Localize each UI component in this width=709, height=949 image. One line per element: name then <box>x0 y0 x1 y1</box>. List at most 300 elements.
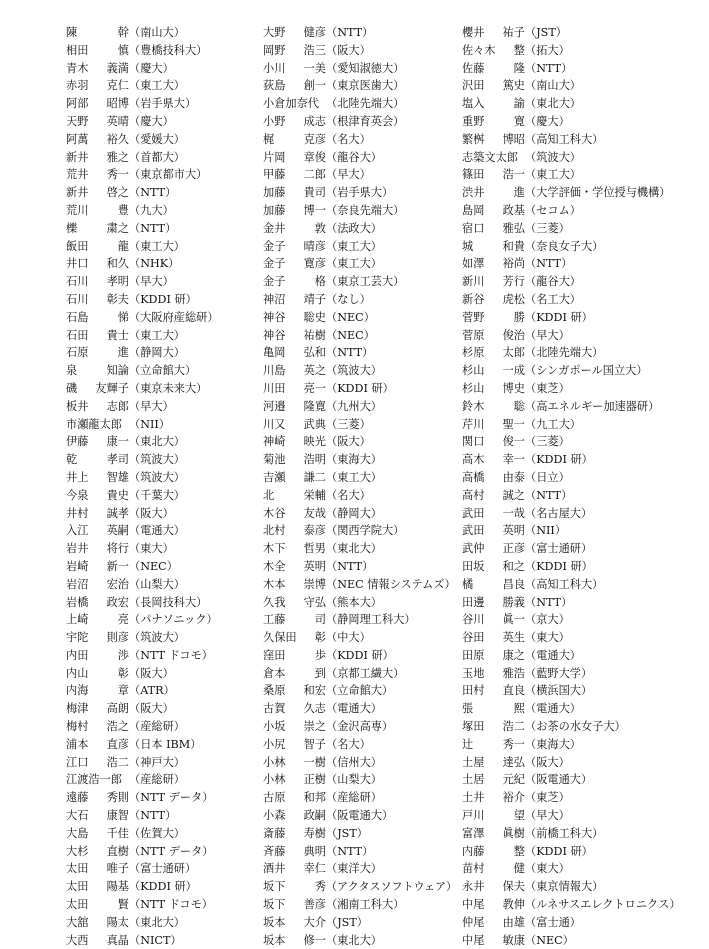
given-name: 和久 <box>106 257 129 271</box>
given-name: 友輝子 <box>95 381 129 395</box>
given-name: 望 <box>513 809 525 823</box>
member-name <box>66 825 129 843</box>
member-name <box>263 843 326 861</box>
member-row <box>263 24 459 42</box>
given-name: 幸一 <box>502 453 525 467</box>
given-name: 直良 <box>502 684 525 698</box>
given-name: 雅之 <box>106 150 129 164</box>
surname: 内海 <box>66 684 89 698</box>
given-name: 孝明 <box>106 275 129 289</box>
affiliation: （東大） <box>129 542 174 556</box>
affiliation: （なし） <box>326 292 371 306</box>
member-row <box>263 647 459 665</box>
member-name <box>263 789 326 807</box>
member-row <box>462 416 707 434</box>
given-name: 守弘 <box>303 595 326 609</box>
surname: 金井 <box>263 221 286 235</box>
given-name: 弘和 <box>303 346 326 360</box>
affiliation: （山梨大） <box>129 577 185 591</box>
surname: 坂本 <box>263 915 286 929</box>
member-row <box>462 505 707 523</box>
member-row <box>462 736 707 754</box>
member-name <box>66 77 129 95</box>
given-name: 寿樹 <box>303 826 326 840</box>
member-name <box>462 789 525 807</box>
member-row <box>66 487 256 505</box>
member-row <box>66 451 256 469</box>
given-name: 英生 <box>502 631 525 645</box>
given-name: 晴彦 <box>303 239 326 253</box>
surname: 岡野 <box>263 43 286 57</box>
affiliation: （三菱） <box>525 435 570 449</box>
given-name: 誠之 <box>502 488 525 502</box>
surname: 高橋 <box>462 470 485 484</box>
member-name <box>66 611 129 629</box>
member-row <box>66 629 256 647</box>
given-name: 雅弘 <box>502 221 525 235</box>
given-name: 昭博 <box>106 97 129 111</box>
member-name <box>462 380 525 398</box>
member-row <box>263 718 459 736</box>
member-name <box>462 843 525 861</box>
affiliation: （関西学院大） <box>326 524 405 538</box>
surname: 上崎 <box>66 613 89 627</box>
surname: 塩入 <box>462 97 485 111</box>
surname: 櫻井 <box>462 26 485 39</box>
affiliation: （岩手県大） <box>129 97 197 111</box>
given-name: 俊一 <box>502 435 525 449</box>
member-name <box>263 42 326 60</box>
affiliation: （NEC） <box>326 310 375 324</box>
affiliation: （筑波大） <box>326 364 382 378</box>
given-name: 雅浩 <box>502 666 525 680</box>
given-name: 則彦 <box>106 631 129 645</box>
member-name <box>462 451 525 469</box>
surname: 菅野 <box>462 310 485 324</box>
member-name <box>462 825 525 843</box>
affiliation: （東工大） <box>129 328 185 342</box>
surname: 古賀 <box>263 702 286 716</box>
member-name <box>462 718 525 736</box>
given-name: 典明 <box>303 844 326 858</box>
given-name: 幸仁 <box>303 862 326 876</box>
member-name <box>263 487 326 505</box>
given-name: 虎松 <box>502 292 525 306</box>
surname: 甲藤 <box>263 168 286 182</box>
given-name: 秀一 <box>106 168 129 182</box>
given-name: 政基 <box>502 203 525 217</box>
member-name <box>462 95 525 113</box>
surname: 坂本 <box>263 933 286 947</box>
given-name: 章 <box>117 684 129 698</box>
given-name: 聡史 <box>303 310 326 324</box>
affiliation: （東京都市大） <box>129 168 208 182</box>
member-name <box>66 505 129 523</box>
given-name: 裕久 <box>106 132 129 146</box>
member-row <box>462 896 707 914</box>
surname: 江口 <box>66 755 89 769</box>
member-name <box>66 309 129 327</box>
member-name <box>462 238 525 256</box>
given-name: 昌良 <box>502 577 525 591</box>
given-name: 格 <box>314 275 326 289</box>
surname: 菅原 <box>462 328 485 342</box>
surname: 戸川 <box>462 809 485 823</box>
given-name: 一成 <box>502 364 525 378</box>
surname: 佐々木 <box>462 43 496 57</box>
affiliation: （立命館大） <box>129 364 197 378</box>
surname: 塚田 <box>462 720 485 734</box>
surname: 陳 <box>66 26 78 39</box>
affiliation: （前橋工科大） <box>525 826 604 840</box>
given-name: 啓之 <box>106 186 129 200</box>
affiliation: （大学評価・学位授与機構） <box>525 186 671 200</box>
member-row <box>462 344 707 362</box>
member-row <box>462 843 707 861</box>
affiliation: （東京未来大） <box>129 381 208 395</box>
member-name <box>462 131 525 149</box>
affiliation: （NTT） <box>326 559 374 573</box>
surname: 川島 <box>263 364 286 378</box>
member-name <box>462 914 525 932</box>
affiliation: （NEC） <box>525 933 574 947</box>
member-row <box>263 754 459 772</box>
member-row <box>462 576 707 594</box>
member-row <box>66 843 256 861</box>
member-name <box>462 77 525 95</box>
surname: 梅村 <box>66 720 89 734</box>
member-name <box>263 149 326 167</box>
given-name: 浩二 <box>106 755 129 769</box>
given-name: 陽基 <box>106 880 129 894</box>
member-name <box>263 754 326 772</box>
member-row <box>462 789 707 807</box>
surname: 川田 <box>263 381 286 395</box>
member-name <box>263 647 326 665</box>
member-name <box>66 860 129 878</box>
surname: 加藤 <box>263 186 286 200</box>
surname: 木下 <box>263 542 286 556</box>
affiliation: （NTT） <box>525 61 573 75</box>
affiliation: （九大） <box>129 203 174 217</box>
member-name <box>66 629 129 647</box>
member-row <box>263 113 459 131</box>
affiliation: （長岡技科大） <box>129 595 208 609</box>
member-name <box>66 914 129 932</box>
member-name <box>263 166 326 184</box>
affiliation: （南山大） <box>525 79 581 93</box>
surname: 江渡浩一郎 <box>66 773 122 787</box>
surname: 土屋 <box>462 755 485 769</box>
member-row <box>66 469 256 487</box>
surname: 阿萬 <box>66 132 89 146</box>
surname: 亀岡 <box>263 346 286 360</box>
surname: 久我 <box>263 595 286 609</box>
given-name: 渉 <box>117 648 129 662</box>
member-name <box>263 433 326 451</box>
member-name <box>263 878 326 896</box>
member-row <box>263 487 459 505</box>
affiliation: （佐賀大） <box>129 826 185 840</box>
affiliation: （東工大） <box>129 239 185 253</box>
affiliation: （NEC） <box>129 559 178 573</box>
member-name <box>263 932 326 949</box>
surname: 城 <box>462 239 474 253</box>
member-name <box>462 344 525 362</box>
given-name: 唯子 <box>106 862 129 876</box>
affiliation: （岩手県大） <box>326 186 394 200</box>
given-name: 栄輔 <box>303 488 326 502</box>
affiliation: （阪電通大） <box>525 773 593 787</box>
member-row <box>66 754 256 772</box>
given-name: 将行 <box>106 542 129 556</box>
given-name: 由雄 <box>502 915 525 929</box>
given-name: 慎 <box>117 43 129 57</box>
affiliation: （東大） <box>525 862 570 876</box>
member-name <box>66 932 129 949</box>
affiliation: （筑波大） <box>129 631 185 645</box>
surname: 板井 <box>66 399 89 413</box>
affiliation: （東芝） <box>525 381 570 395</box>
member-name <box>462 362 525 380</box>
member-name <box>66 238 129 256</box>
given-name: 貴史 <box>106 488 129 502</box>
affiliation: （東工大） <box>326 470 382 484</box>
given-name: 粛之 <box>106 221 129 235</box>
surname: 宇陀 <box>66 631 89 645</box>
member-name <box>66 362 129 380</box>
member-name <box>66 202 129 220</box>
member-row <box>66 131 256 149</box>
member-name <box>462 682 525 700</box>
given-name: 新一 <box>106 559 129 573</box>
member-name <box>263 522 326 540</box>
affiliation: （NTT） <box>326 26 374 39</box>
member-row <box>462 60 707 78</box>
member-name <box>462 433 525 451</box>
given-name: 元紀 <box>502 773 525 787</box>
surname: 阿部 <box>66 97 89 111</box>
member-name <box>263 469 326 487</box>
member-name <box>66 255 129 273</box>
given-name: 映光 <box>303 435 326 449</box>
affiliation: （東大） <box>525 631 570 645</box>
surname: 岩井 <box>66 542 89 556</box>
member-name <box>263 273 326 291</box>
surname: 内田 <box>66 648 89 662</box>
surname: 新井 <box>66 186 89 200</box>
given-name: 健 <box>513 862 525 876</box>
member-name <box>263 505 326 523</box>
given-name: 祐樹 <box>303 328 326 342</box>
member-row <box>462 878 707 896</box>
member-row <box>263 789 459 807</box>
member-row <box>462 184 707 202</box>
given-name: 崇之 <box>303 720 326 734</box>
affiliation: （東工大） <box>326 257 382 271</box>
affiliation: （ATR） <box>129 684 175 698</box>
member-row <box>66 736 256 754</box>
member-row <box>66 860 256 878</box>
surname: 仲尾 <box>462 915 485 929</box>
affiliation: （東北大） <box>326 933 382 947</box>
member-name <box>66 24 129 42</box>
member-name <box>462 736 525 754</box>
surname: 井上 <box>66 470 89 484</box>
affiliation: （NEC） <box>326 328 375 342</box>
member-row <box>263 433 459 451</box>
member-row <box>263 42 459 60</box>
surname: 小林 <box>263 773 286 787</box>
member-row <box>263 736 459 754</box>
member-name <box>462 469 525 487</box>
member-name <box>263 95 326 113</box>
given-name: 哲男 <box>303 542 326 556</box>
affiliation: （東北大） <box>525 97 581 111</box>
member-row <box>462 202 707 220</box>
affiliation: （東海大） <box>525 737 581 751</box>
member-name <box>66 327 129 345</box>
given-name: 克彦 <box>303 132 326 146</box>
given-name: 亮一 <box>303 381 326 395</box>
given-name: 靖子 <box>303 292 326 306</box>
surname: 小尻 <box>263 737 286 751</box>
given-name: 熙 <box>513 702 525 716</box>
surname: 篠田 <box>462 168 485 182</box>
affiliation: （阪大） <box>129 506 174 520</box>
affiliation: （首都大） <box>129 150 185 164</box>
affiliation: （筑波大） <box>129 453 185 467</box>
given-name: 諭 <box>513 97 525 111</box>
surname: 中尾 <box>462 898 485 912</box>
given-name: 和之 <box>502 559 525 573</box>
surname: 飯田 <box>66 239 89 253</box>
given-name: 太郎 <box>502 346 525 360</box>
member-row <box>462 24 707 42</box>
given-name: 正彦 <box>502 542 525 556</box>
member-name <box>462 202 525 220</box>
member-name <box>66 166 129 184</box>
member-name <box>263 24 326 42</box>
surname: 田邊 <box>462 595 485 609</box>
affiliation: （富士通） <box>525 915 581 929</box>
member-name <box>66 843 129 861</box>
member-name <box>462 576 525 594</box>
member-name <box>66 60 129 78</box>
member-name <box>66 95 129 113</box>
member-row <box>462 540 707 558</box>
affiliation: （名大） <box>326 488 371 502</box>
member-row <box>263 896 459 914</box>
member-row <box>66 24 256 42</box>
affiliation: （東京工芸大） <box>326 275 405 289</box>
member-row <box>263 522 459 540</box>
member-name <box>263 380 326 398</box>
member-name <box>462 113 525 131</box>
affiliation: （産総研） <box>326 791 382 805</box>
surname: 坂下 <box>263 880 286 894</box>
surname: 小森 <box>263 809 286 823</box>
member-row <box>263 629 459 647</box>
member-row <box>462 166 707 184</box>
surname: 大野 <box>263 26 286 39</box>
given-name: 浩一 <box>502 168 525 182</box>
member-row <box>462 807 707 825</box>
affiliation: （NICT） <box>129 933 182 947</box>
surname: 重野 <box>462 114 485 128</box>
affiliation: （NTT） <box>129 221 177 235</box>
member-row <box>462 522 707 540</box>
member-row <box>263 95 459 113</box>
surname: 金子 <box>263 275 286 289</box>
member-name <box>462 60 525 78</box>
affiliation: （高知工科大） <box>525 577 604 591</box>
given-name: 隆寛 <box>303 399 326 413</box>
surname: 赤羽 <box>66 79 89 93</box>
affiliation: （愛知淑徳大） <box>326 61 405 75</box>
member-name <box>263 540 326 558</box>
member-name <box>66 42 129 60</box>
member-row <box>462 362 707 380</box>
surname: 神谷 <box>263 310 286 324</box>
affiliation: （日本 IBM） <box>129 737 202 751</box>
member-row <box>66 558 256 576</box>
given-name: 謙二 <box>303 470 326 484</box>
member-row <box>66 932 256 949</box>
given-name: 整 <box>513 43 525 57</box>
affiliation: （KDDI 研） <box>525 559 593 573</box>
affiliation: （法政大） <box>326 221 382 235</box>
surname: 窪田 <box>263 648 286 662</box>
member-name <box>462 327 525 345</box>
member-name <box>66 647 129 665</box>
given-name: 智子 <box>303 737 326 751</box>
member-row <box>462 825 707 843</box>
member-row <box>263 825 459 843</box>
given-name: 浩明 <box>303 453 326 467</box>
member-name <box>462 629 525 647</box>
given-name: 眞樹 <box>502 826 525 840</box>
member-name <box>66 718 129 736</box>
surname: 杉山 <box>462 364 485 378</box>
given-name: 宏治 <box>106 577 129 591</box>
surname: 太田 <box>66 862 89 876</box>
member-name <box>462 166 525 184</box>
surname: 倉本 <box>263 666 286 680</box>
affiliation: （神戸大） <box>129 755 185 769</box>
member-row <box>66 807 256 825</box>
affiliation: （KDDI 研） <box>326 648 394 662</box>
member-row <box>462 451 707 469</box>
given-name: 泰彦 <box>303 524 326 538</box>
given-name: 友哉 <box>303 506 326 520</box>
surname: 木本 <box>263 577 286 591</box>
member-row <box>263 807 459 825</box>
affiliation: （根津育英会） <box>326 114 405 128</box>
affiliation: （電通大） <box>129 524 185 538</box>
member-name <box>462 665 525 683</box>
surname: 武田 <box>462 524 485 538</box>
surname: 桑原 <box>263 684 286 698</box>
surname: 渋井 <box>462 186 485 200</box>
given-name: 勝 <box>513 310 525 324</box>
surname: 遠藤 <box>66 791 89 805</box>
member-name <box>462 878 525 896</box>
member-name <box>66 896 129 914</box>
surname: 張 <box>462 702 474 716</box>
given-name: 達弘 <box>502 755 525 769</box>
given-name: 志郎 <box>106 399 129 413</box>
